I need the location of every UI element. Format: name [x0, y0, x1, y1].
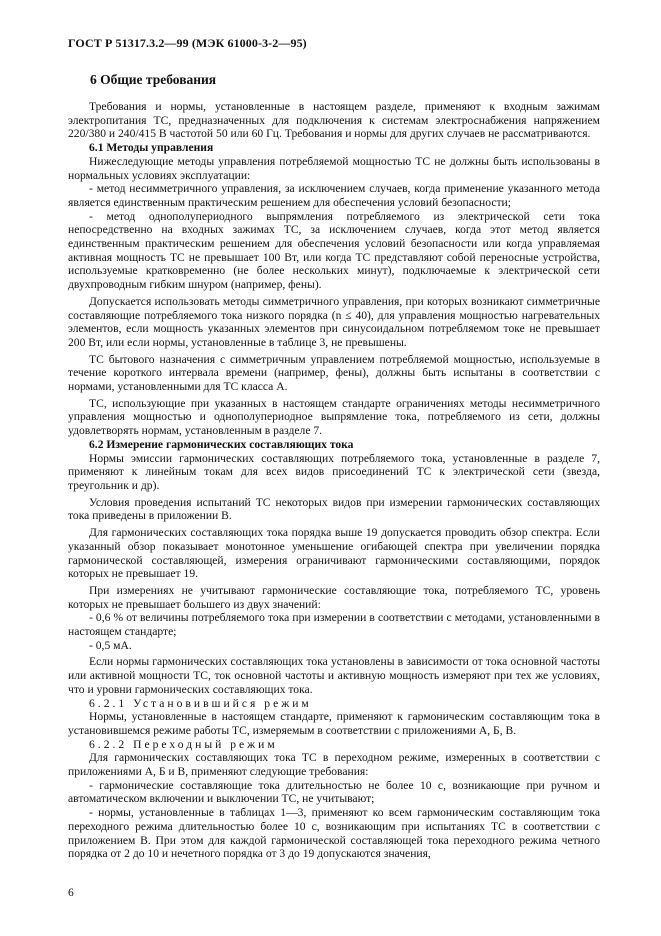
list-item: - 0,6 % от величины потребляемого тока при измерении в соответствии с методами, установленными в настоящем стандарте;	[68, 611, 600, 639]
paragraph: Нормы эмиссии гармонических составляющих потребляемого тока, установленные в разделе 7, применяют к линейным токам для всех видов присоединений ТС к электрической сети (звезда, треугольник и др).	[68, 451, 600, 492]
paragraph: Допускается использовать методы симметричного управления, при которых возникают симметричные составляющие потребляемого тока низкого порядка (n ≤ 40), для управления мощностью нагревательных элементов, если мощность указанных элементов при синусоидальном потребляемом токе не превышает 200 Вт, или если нормы, установленные в таблице 3, не превышены.	[68, 294, 600, 349]
paragraph: ТС бытового назначения с симметричным управлением потребляемой мощностью, используемые в течение короткого интервала времени (например, фены), должны быть испытаны в соответствии с нормами, установленными для ТС класса А.	[68, 352, 600, 394]
paragraph: Условия проведения испытаний ТС некоторых видов при измерении гармонических составляющих тока приведены в приложении В.	[68, 495, 600, 523]
paragraph: Нижеследующие методы управления потребляемой мощностью ТС не должны быть использованы в нормальных условиях эксплуатации:	[68, 154, 600, 182]
subsection-heading-6-2-2: 6.2.2 Переходный режим	[89, 737, 278, 751]
paragraph: Нормы, установленные в настоящем стандарте, применяют к гармоническим составляющим тока в установившемся режиме работы ТС, измеряемым в соответствии с приложениями А, Б, В.	[68, 710, 600, 737]
list-item: - метод однополупериодного выпрямления потребляемого из электрической сети тока непосредственно на входных зажимах ТС, за исключением случаев, когда этот метод является единственным практическим решением для обеспечения условий безопасности или когда управляемая активная мощность ТС не превышает 100 Вт, или когда ТС представляют собой переносные устройства, используемые кратковременно (не более нескольких минут), подключаемые к электрической сети двухпроводным гибким шнуром (например, фены).	[68, 209, 600, 292]
subsection-heading-6-1: 6.1 Методы управления	[89, 141, 214, 155]
section-title: 6 Общие требования	[90, 72, 217, 87]
document-body	[68, 100, 600, 861]
paragraph: Если нормы гармонических составляющих тока установлены в зависимости от тока основной частоты или активной мощности ТС, ток основной частоты и активную мощность измеряют при тех же условиях, что и уровни гармонических составляющих тока.	[68, 655, 600, 696]
paragraph: Для гармонических составляющих тока ТС в переходном режиме, измеренных в соответствии с приложениями А, Б и В, применяют следующие требования:	[68, 751, 600, 779]
paragraph: При измерениях не учитывают гармонические составляющие тока, потребляемого ТС, уровень которых не превышает большего из двух значений:	[68, 583, 600, 611]
standard-header: ГОСТ Р 51317.3.2—99 (МЭК 61000-3-2—95)	[68, 36, 307, 50]
list-item: - метод несимметричного управления, за исключением случаев, когда применение указанного метода является единственным практическим решением для обеспечения условий безопасности;	[68, 182, 600, 209]
page-number: 6	[68, 886, 74, 899]
list-item: - нормы, установленные в таблицах 1—3, применяют ко всем гармоническим составляющим тока переходного режима длительностью более 10 с, возникающим при испытаниях ТС в соответствии с приложением В. При этом для каждой гармонической составляющей тока переходного режима четного порядка от 2 до 10 и нечетного порядка от 3 до 19 допускаются значения,	[68, 806, 600, 861]
list-item: - 0,5 мА.	[89, 638, 132, 652]
paragraph: Для гармонических составляющих тока порядка выше 19 допускается проводить обзор спектра. Если указанный обзор показывает монотонное уменьшение огибающей спектра при увеличении порядка гармонической составляющей, измерения ограничивают гармоническими составляющими, порядок которых не превышает 19.	[68, 526, 600, 581]
subsection-heading-6-2-1: 6.2.1 Установившийся режим	[89, 696, 312, 710]
paragraph: Требования и нормы, установленные в настоящем разделе, применяют к входным зажимам электропитания ТС, предназначенных для подключения к системам электроснабжения напряжением 220/380 и 240/415 В частотой 50 или 60 Гц. Требования и нормы для других случаев не рассматриваются.	[68, 100, 600, 141]
list-item: - гармонические составляющие тока длительностью не более 10 с, возникающие при ручном и автоматическом включении и выключении ТС, не учитывают;	[68, 778, 600, 806]
paragraph: ТС, использующие при указанных в настоящем стандарте ограничениях методы несимметричного управления мощностью и однополупериодное выпрямление тока, потребляемого из сети, должны удовлетворять нормам, установленным в разделе 7.	[68, 396, 600, 438]
subsection-heading-6-2: 6.2 Измерение гармонических составляющих тока	[89, 437, 354, 451]
